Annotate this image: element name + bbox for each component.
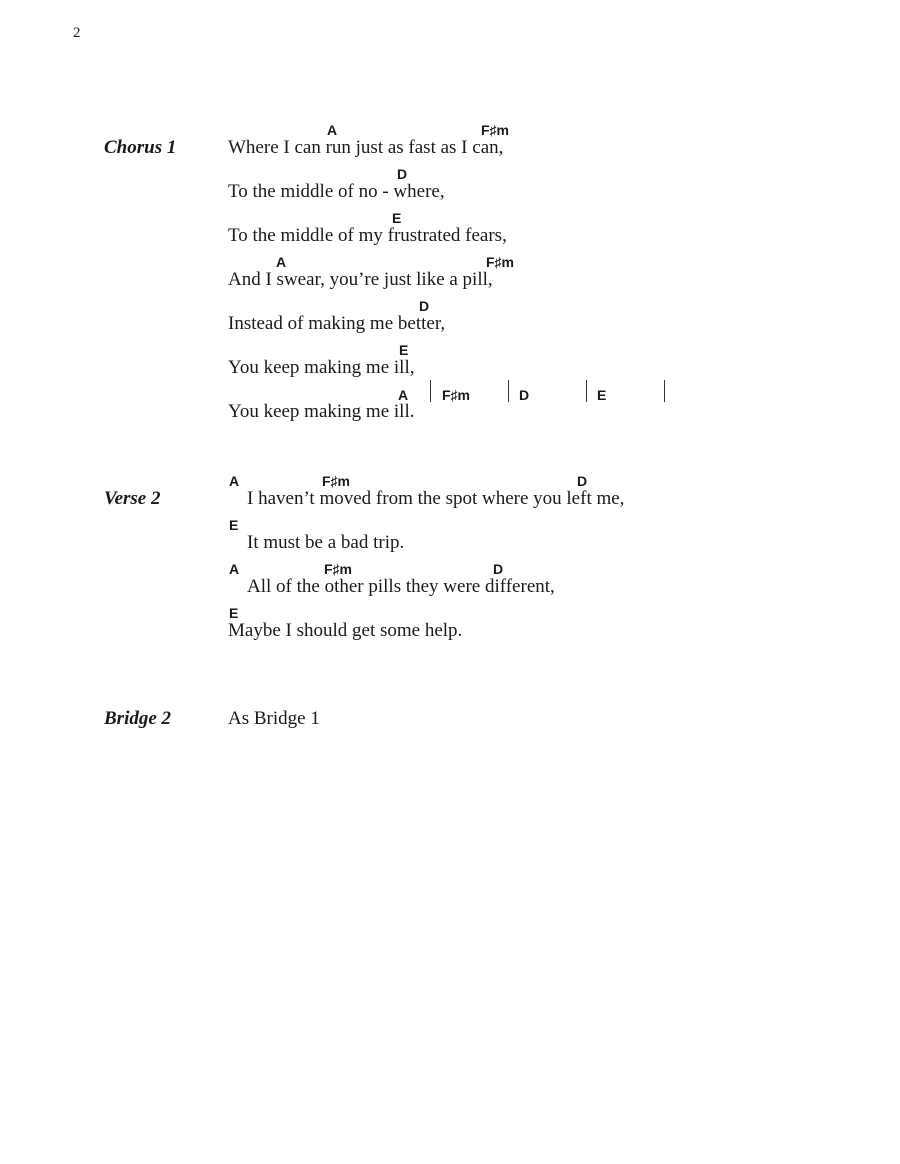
lyric-line: To the middle of no - where,: [228, 181, 445, 202]
bar-line: [586, 380, 587, 402]
lyric-line: To the middle of my frustrated fears,: [228, 225, 507, 246]
bar-line: [508, 380, 509, 402]
chord: E: [392, 210, 402, 226]
chord: F♯m: [324, 561, 352, 577]
page-number: 2: [73, 25, 81, 41]
chord: F♯m: [486, 254, 514, 270]
chord: D: [493, 561, 504, 577]
lyric-line: I haven’t moved from the spot where you left me,: [247, 488, 625, 509]
bar-line: [664, 380, 665, 402]
chord: F♯m: [481, 122, 509, 138]
chord: F♯m: [442, 387, 470, 403]
chord: A: [327, 122, 338, 138]
chord: D: [577, 473, 588, 489]
chord: E: [597, 387, 607, 403]
chord: D: [397, 166, 408, 182]
lyric-line: And I swear, you’re just like a pill,: [228, 269, 493, 290]
lyric-line: Instead of making me better,: [228, 313, 446, 334]
chord: E: [229, 605, 239, 621]
chord: A: [398, 387, 409, 403]
chord: A: [229, 473, 240, 489]
lyric-line: You keep making me ill.: [228, 401, 415, 422]
lyric-line: All of the other pills they were different,: [247, 576, 555, 597]
lyric-line: You keep making me ill,: [228, 357, 415, 378]
section-label-verse-2: Verse 2: [104, 488, 161, 509]
chord: E: [229, 517, 239, 533]
chord: E: [399, 342, 409, 358]
chord: F♯m: [322, 473, 350, 489]
chord: A: [229, 561, 240, 577]
lyric-line: Where I can run just as fast as I can,: [228, 137, 504, 158]
chord: A: [276, 254, 287, 270]
bridge-instruction: As Bridge 1: [228, 708, 320, 729]
section-label-bridge-2: Bridge 2: [104, 708, 172, 729]
section-label-chorus-1: Chorus 1: [104, 137, 177, 158]
chord: D: [419, 298, 430, 314]
lyric-line: Maybe I should get some help.: [228, 620, 463, 641]
bar-line: [430, 380, 431, 402]
chord: D: [519, 387, 530, 403]
lyric-line: It must be a bad trip.: [247, 532, 405, 553]
